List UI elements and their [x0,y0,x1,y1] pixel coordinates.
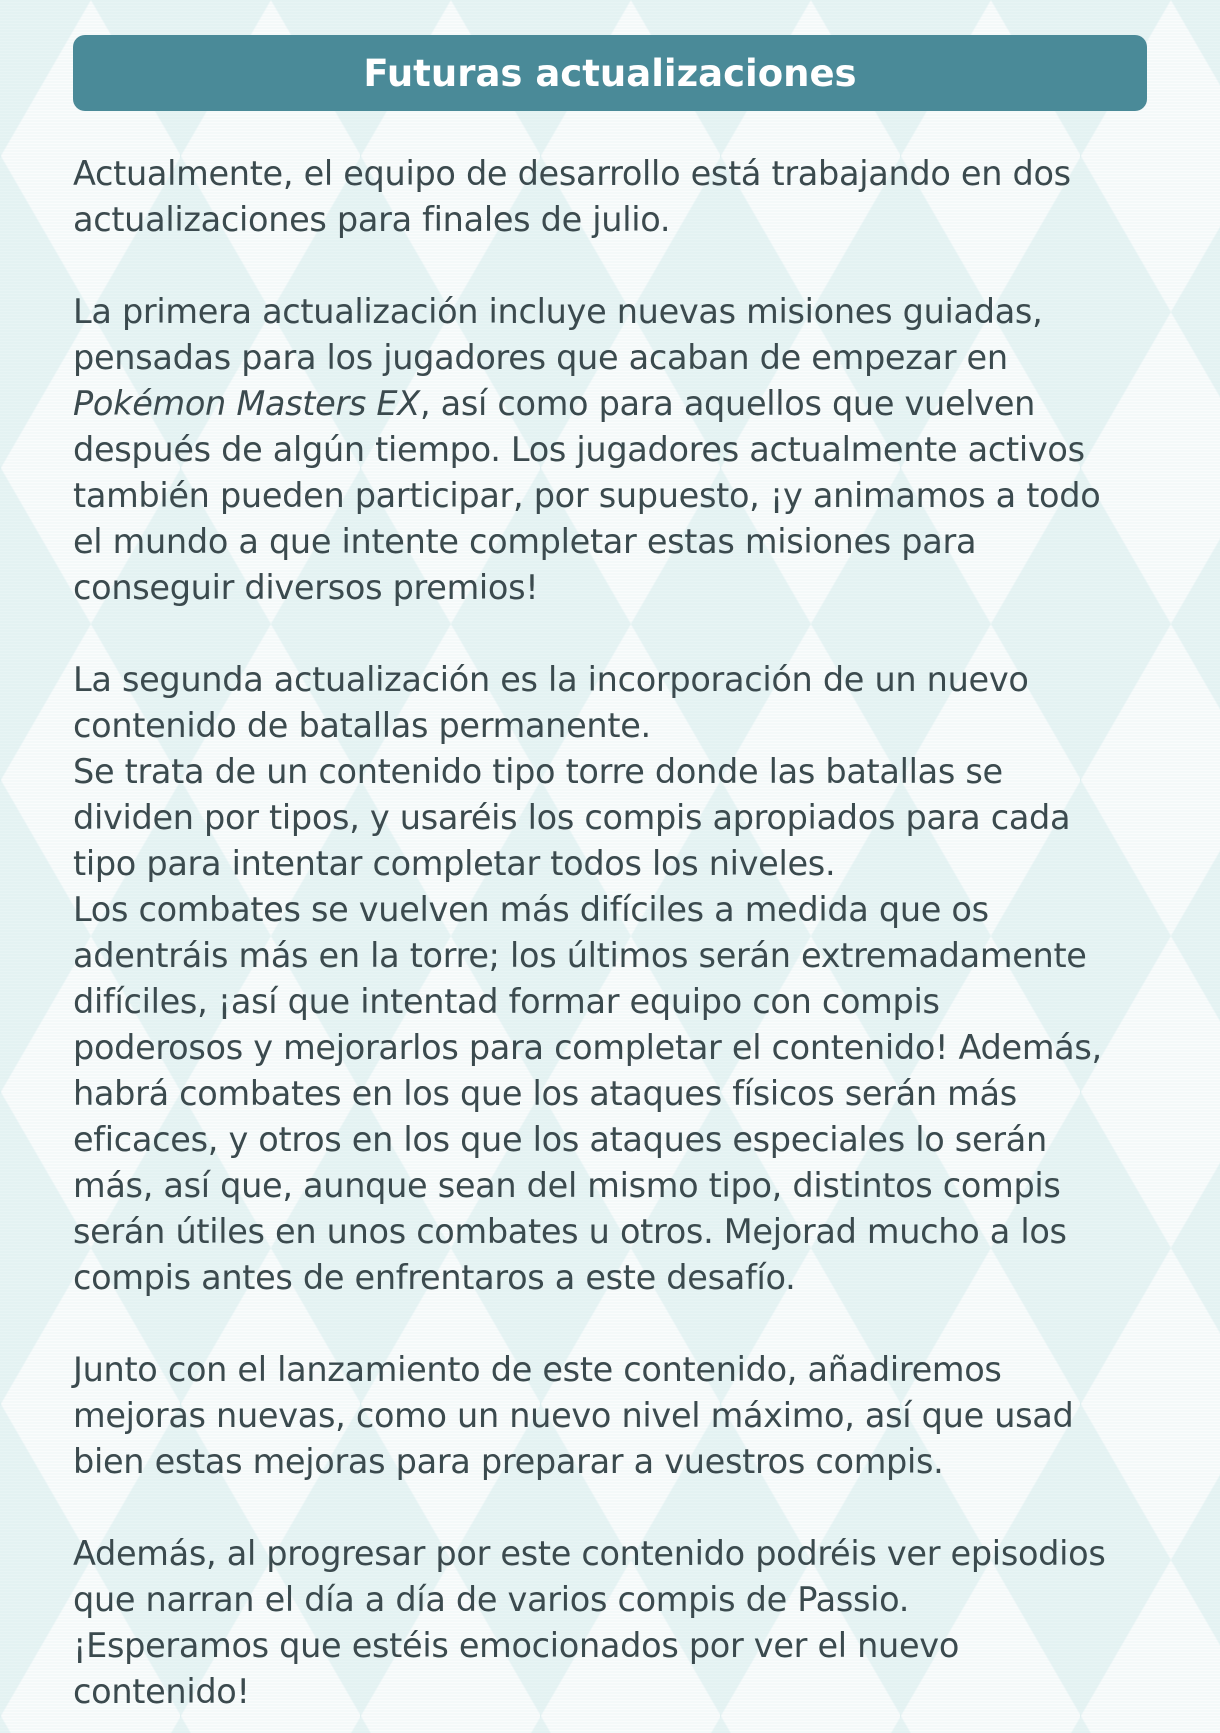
text-line: Junto con el lanzamiento de este contenido, añadiremos [73,1350,1002,1389]
text-line-game-title [73,381,1163,427]
text-line: habrá combates en los que los ataques físicos serán más [73,1074,1017,1113]
text-line: Además, al progresar por este contenido podréis ver episodios [73,1534,1106,1573]
text-line: que narran el día a día de varios compis de Passio. [73,1580,910,1619]
text-line: contenido! [73,1672,250,1711]
text-line: pensadas para los jugadores que acaban de empezar en [73,338,1008,377]
section-title: Futuras actualizaciones [363,51,857,95]
text-line: dividen por tipos, y usaréis los compis apropiados para cada [73,798,1071,837]
text-line: bien estas mejoras para preparar a vuestros compis. [73,1442,944,1481]
paragraph-upgrades [73,1347,1163,1485]
text-line: actualizaciones para finales de julio. [73,200,671,239]
text-line: eficaces, y otros en los que los ataques especiales lo serán [73,1120,1047,1159]
text-line: conseguir diversos premios! [73,568,539,607]
text-line: adentráis más en la torre; los últimos serán extremadamente [73,936,1087,975]
section-header [73,35,1147,111]
text-line: mejoras nuevas, como un nuevo nivel máximo, así que usad [73,1396,1074,1435]
text-line: compis antes de enfrentaros a este desafío. [73,1258,796,1297]
text-line: difíciles, ¡así que intentad formar equipo con compis [73,982,940,1021]
announcement-body [73,151,1163,1715]
text-line: después de algún tiempo. Los jugadores actualmente activos [73,430,1085,469]
text-line: La segunda actualización es la incorporación de un nuevo [73,660,1029,699]
text-line: poderosos y mejorarlos para completar el contenido! Además, [73,1028,1102,1067]
text-line: más, así que, aunque sean del mismo tipo, distintos compis [73,1166,1061,1205]
text-line: serán útiles en unos combates u otros. Mejorad mucho a los [73,1212,1067,1251]
game-title: Pokémon Masters EX [73,384,420,423]
text-line: tipo para intentar completar todos los niveles. [73,844,836,883]
text-line: contenido de batallas permanente. [73,706,651,745]
paragraph-intro [73,151,1163,243]
text-line: también pueden participar, por supuesto, ¡y animamos a todo [73,476,1101,515]
text-line: La primera actualización incluye nuevas misiones guiadas, [73,292,1043,331]
text-fragment: , así como para aquellos que vuelven [419,384,1036,423]
text-line: Los combates se vuelven más difíciles a medida que os [73,890,989,929]
paragraph-episodes [73,1531,1163,1715]
text-line: ¡Esperamos que estéis emocionados por ver el nuevo [73,1626,960,1665]
paragraph-first-update [73,289,1163,611]
text-line: Actualmente, el equipo de desarrollo está trabajando en dos [73,154,1071,193]
paragraph-second-update [73,657,1163,1301]
text-line: Se trata de un contenido tipo torre donde las batallas se [73,752,1003,791]
text-line: el mundo a que intente completar estas misiones para [73,522,977,561]
